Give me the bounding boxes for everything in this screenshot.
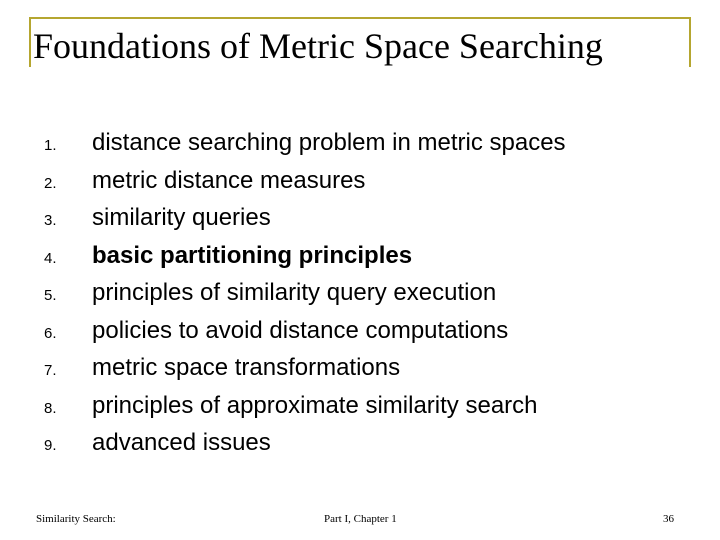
list-item-number: 6.	[44, 324, 57, 342]
list-item-current	[44, 242, 684, 280]
list-item	[44, 129, 684, 167]
list-item-text: principles of approximate similarity search	[92, 391, 538, 419]
slide-title: Foundations of Metric Space Searching	[33, 26, 603, 66]
list-item-number: 2.	[44, 174, 57, 192]
footer-center-text: Part I, Chapter 1	[324, 513, 397, 525]
list-item-text: metric distance measures	[92, 166, 366, 194]
list-item-number: 4.	[44, 249, 57, 267]
list-item	[44, 354, 684, 392]
list-item-text: similarity queries	[92, 204, 271, 231]
list-item-number: 3.	[44, 212, 57, 229]
list-item	[44, 167, 684, 205]
list-item-text: basic partitioning principles	[92, 241, 413, 269]
list-item-number: 8.	[44, 399, 57, 417]
outline-list	[44, 129, 684, 467]
footer-left-text: Similarity Search:	[36, 513, 116, 525]
list-item-text: principles of similarity query execution	[92, 279, 497, 306]
list-item-text: policies to avoid distance computations	[92, 316, 509, 344]
page-number: 36	[663, 513, 674, 525]
list-item-number: 7.	[44, 362, 57, 379]
title-frame-top-line	[29, 17, 691, 19]
list-item-number: 9.	[44, 437, 57, 454]
list-item-number: 5.	[44, 287, 57, 304]
list-item	[44, 204, 684, 242]
title-frame-right-line	[689, 17, 691, 67]
list-item	[44, 429, 684, 467]
list-item	[44, 392, 684, 430]
list-item-number: 1.	[44, 137, 57, 154]
list-item	[44, 317, 684, 355]
list-item-text: metric space transformations	[92, 354, 401, 381]
title-frame-left-line	[29, 17, 31, 67]
list-item-text: distance searching problem in metric spaces	[92, 129, 566, 156]
list-item-text: advanced issues	[92, 429, 271, 456]
list-item	[44, 279, 684, 317]
